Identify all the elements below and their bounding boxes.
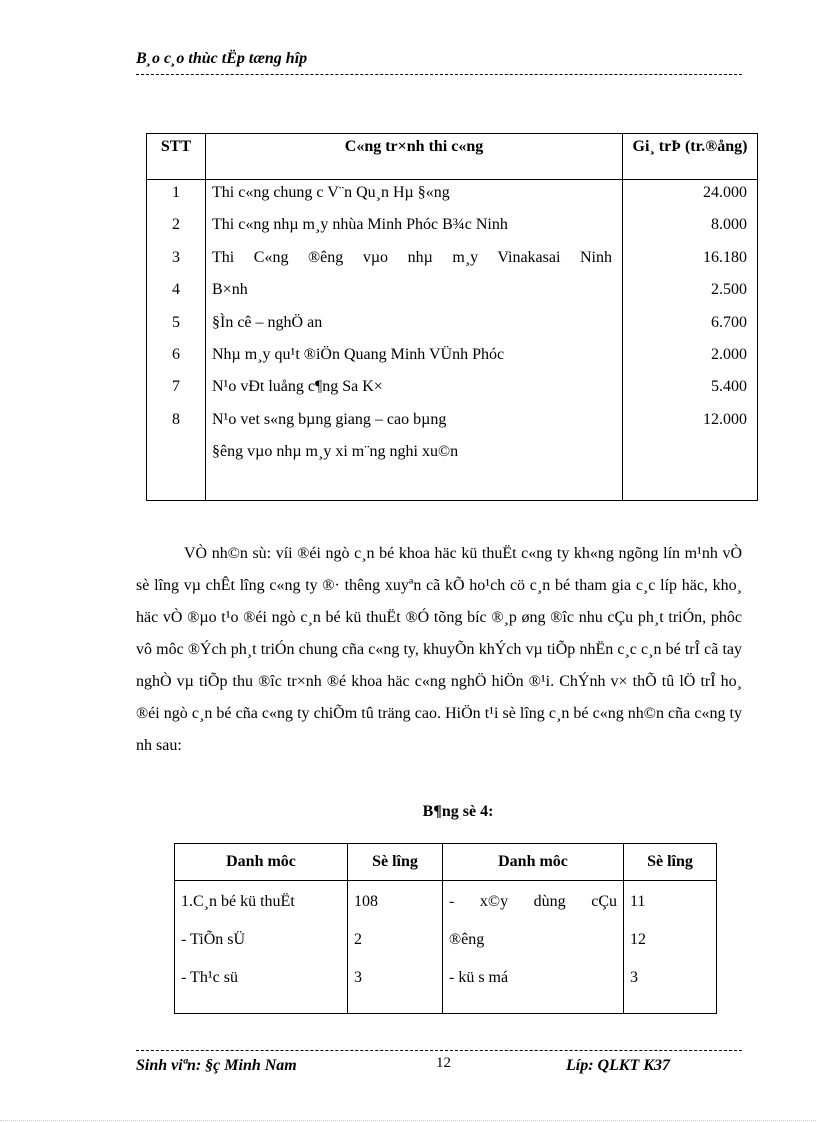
category-item: - x©y dùng cÇu (449, 893, 617, 910)
category-item: - TiÕn sÜ (181, 931, 246, 948)
header-project-name: C«ng tr×nh thi c«ng (206, 134, 623, 180)
count-cell-1 (348, 881, 443, 1014)
count-cell-2 (624, 881, 717, 1014)
table-caption: B¶ng sè 4: (422, 803, 494, 820)
stt-item: 2 (172, 216, 180, 234)
header-value: Gi¸ trÞ (tr.®ång) (623, 134, 758, 180)
header-count-2: Sè lîng (624, 844, 717, 881)
project-value: 16.180 (703, 248, 747, 266)
count-item: 108 (354, 893, 378, 910)
header-title: B¸o c¸o thùc tËp tæng hîp (136, 50, 308, 67)
page-header (136, 50, 742, 75)
count-item: 3 (354, 969, 362, 986)
header-category-2: Danh môc (443, 844, 624, 881)
project-name-cell (206, 180, 623, 501)
project-name: B×nh (212, 281, 248, 299)
project-name: §Ìn cê – nghÖ an (212, 313, 323, 331)
project-name: Thi c«ng chung c V¨n Qu¸n Hµ §«ng (212, 184, 450, 201)
value-cell (623, 180, 758, 501)
category-cell-1 (175, 881, 348, 1014)
project-name: Thi C«ng ®êng vµo nhµ m¸y Vinakasai Ninh (212, 248, 612, 266)
project-name: N¹o vÐt luång c¶ng Sa K× (212, 378, 383, 396)
project-value: 2.000 (711, 345, 747, 363)
project-value: 6.700 (711, 313, 747, 331)
stt-item: 7 (172, 378, 180, 396)
page-footer (136, 1050, 742, 1073)
footer-class: Líp: QLKT K37 (566, 1057, 670, 1074)
project-name: N¹o vet s«ng bµng giang – cao bµng (212, 410, 447, 428)
count-item: 2 (354, 931, 362, 948)
stt-item: 1 (172, 184, 180, 201)
stt-item: 3 (172, 248, 180, 266)
category-cell-2 (443, 881, 624, 1014)
stt-cell (147, 180, 206, 501)
staff-table-body-row (175, 881, 717, 1014)
count-item: 11 (630, 893, 646, 910)
project-value: 2.500 (711, 281, 747, 299)
count-item: 3 (630, 969, 638, 986)
page-bottom-divider (0, 1120, 816, 1121)
category-item: ®êng (449, 931, 485, 948)
page-number: 12 (436, 1055, 451, 1071)
header-category-1: Danh môc (175, 844, 348, 881)
project-name: Nhµ m¸y qu¹t ®iÖn Quang Minh VÜnh Phóc (212, 345, 505, 363)
project-value: 5.400 (711, 378, 747, 396)
project-value: 8.000 (711, 216, 747, 234)
projects-table (146, 133, 758, 501)
project-name: §êng vµo nhµ m¸y xi m¨ng nghi xu©n (212, 443, 459, 461)
header-count-1: Sè lîng (348, 844, 443, 881)
category-item: 1.C¸n bé kü thuËt (181, 893, 295, 910)
footer-student: Sinh viªn: §ç Minh Nam (136, 1057, 297, 1074)
stt-item: 6 (172, 345, 180, 363)
header-stt: STT (147, 134, 206, 180)
category-item: - kü s má (449, 969, 509, 986)
count-item: 12 (630, 931, 646, 948)
staff-table-header-row (175, 844, 717, 881)
project-name: Thi c«ng nhµ m¸y nhùa Minh Phóc B¾c Ninh (212, 216, 508, 234)
projects-table-body-row (147, 180, 758, 501)
project-value: 12.000 (703, 410, 747, 428)
stt-item: 5 (172, 313, 180, 331)
projects-table-header-row (147, 134, 758, 180)
stt-item: 8 (172, 410, 180, 428)
staff-table (174, 843, 717, 1014)
project-value: 24.000 (703, 184, 747, 201)
personnel-paragraph: VÒ nh©n sù: víi ®éi ngò c¸n bé khoa häc kü thuËt c«ng ty kh«ng ngõng lín m¹nh vÒ sè lîng vµ chÊt lîng c«ng ty ®· thêng xuyªn cã kÕ ho¹ch cö c¸n bé tham gia c¸c líp häc, kho¸ häc vÒ ®µo t¹o ®éi ngò c¸n bé kü thuËt ®Ó tõng bíc ®¸p øng ®îc nhu cÇu ph¸t triÓn, phôc vô môc ®Ých ph¸t triÓn chung cña c«ng ty, khuyÕn khÝch vµ tiÕp nhËn c¸c c¸n bé trÎ cã tay nghÒ vµ tiÕp thu ®îc tr×nh ®é khoa häc c«ng nghÖ hiÖn ®¹i. ChÝnh v× thÕ tû lÖ trÎ ho¸ ®éi ngò c¸n bé cña c«ng ty chiÕm tû träng cao. HiÖn t¹i sè lîng c¸n bé c«ng nh©n cña c«ng ty nh sau: (136, 545, 742, 754)
table-caption-wrapper (0, 803, 816, 821)
category-item: - Th¹c sü (181, 969, 238, 986)
stt-item: 4 (172, 281, 180, 299)
